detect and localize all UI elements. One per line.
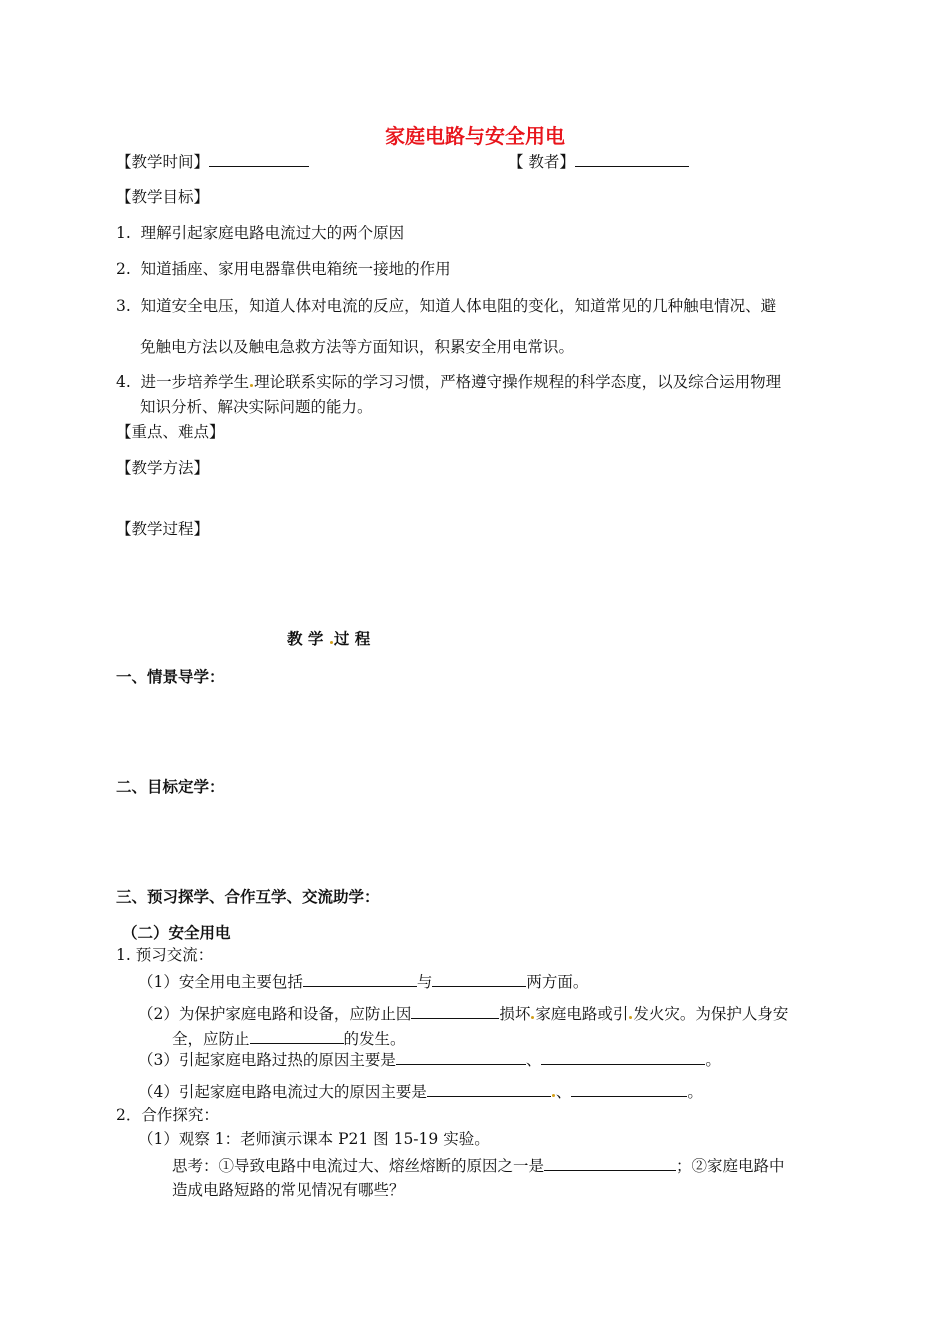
teacher-label: 【 教者】 <box>508 153 575 171</box>
preview-q4 <box>138 1082 703 1102</box>
ink-dot <box>250 384 253 387</box>
goal-4-text-a: 进一步培养学生 <box>140 373 250 391</box>
q4-text-a: （4）引起家庭电路电流过大的原因主要是 <box>138 1083 427 1101</box>
think-blank <box>544 1156 676 1171</box>
coop-observation: （1）观察 1：老师演示课本 P21 图 15-19 实验。 <box>138 1130 490 1148</box>
goal-4-cont: 知识分析、解决实际问题的能力。 <box>140 398 373 416</box>
q3-blank-2 <box>541 1050 705 1065</box>
goal-1 <box>116 224 404 243</box>
goal-4 <box>116 373 781 392</box>
teach-time-field <box>116 152 309 172</box>
preview-q3 <box>138 1050 721 1070</box>
q1-blank-2 <box>432 972 526 987</box>
goal-3-num: 3. <box>116 297 131 315</box>
key-points-heading: 【重点、难点】 <box>116 423 225 441</box>
process-title-a: 教 学 <box>287 630 324 648</box>
goal-2 <box>116 260 451 279</box>
process-title <box>287 630 370 649</box>
coop-think-cont: 造成电路短路的常见情况有哪些？ <box>172 1181 405 1199</box>
ink-dot <box>330 641 333 644</box>
goal-2-num: 2. <box>116 260 131 278</box>
goal-3 <box>116 297 776 316</box>
ink-dot <box>552 1094 555 1097</box>
q4-blank-1 <box>427 1082 551 1097</box>
q1-blank-1 <box>303 972 417 987</box>
goal-3-text: 知道安全电压，知道人体对电流的反应，知道人体电阻的变化，知道常见的几种触电情况、避 <box>140 297 777 315</box>
preview-q2-cont <box>172 1029 406 1049</box>
q2-cont-b: 的发生。 <box>343 1030 406 1048</box>
goal-3-cont: 免触电方法以及触电急救方法等方面知识，积累安全用电常识。 <box>140 338 575 356</box>
teacher-blank <box>575 152 689 167</box>
goal-1-num: 1. <box>116 224 131 242</box>
q4-text-b: 、 <box>555 1083 572 1101</box>
goal-2-text: 知道插座、家用电器靠供电箱统一接地的作用 <box>140 260 451 278</box>
process-title-b: 过 程 <box>333 630 371 648</box>
q2-blank-1 <box>411 1004 499 1019</box>
teach-time-label: 【教学时间】 <box>116 153 210 171</box>
section-2-heading: 二、目标定学： <box>116 778 225 796</box>
q4-blank-2 <box>571 1082 687 1097</box>
q4-text-c: 。 <box>687 1083 703 1101</box>
q2-text-c: 家庭电路或引 <box>535 1005 629 1023</box>
goal-1-text: 理解引起家庭电路电流过大的两个原因 <box>140 224 405 242</box>
teacher-field <box>508 152 689 172</box>
section-3-heading: 三、预习探学、合作互学、交流助学： <box>116 888 380 906</box>
q3-text-b: 、 <box>525 1051 542 1069</box>
methods-heading: 【教学方法】 <box>116 459 210 477</box>
q2-blank-2 <box>250 1029 344 1044</box>
think-text-b: ；②家庭电路中 <box>676 1157 785 1175</box>
q1-text-a: （1）安全用电主要包括 <box>138 973 303 991</box>
coop-label: 2．合作探究： <box>116 1106 219 1124</box>
page-title: 家庭电路与安全用电 <box>385 124 565 148</box>
q3-text-c: 。 <box>705 1051 721 1069</box>
ink-dot <box>531 1016 534 1019</box>
q2-text-a: （2）为保护家庭电路和设备，应防止因 <box>138 1005 412 1023</box>
q3-blank-1 <box>396 1050 526 1065</box>
section-1-heading: 一、情景导学： <box>116 668 225 686</box>
goal-4-text-b: 理论联系实际的学习习惯，严格遵守操作规程的科学态度，以及综合运用物理 <box>254 373 782 391</box>
q1-text-b: 与 <box>416 973 433 991</box>
process-heading: 【教学过程】 <box>116 520 210 538</box>
q2-cont-a: 全，应防止 <box>172 1030 250 1048</box>
preview-q2 <box>138 1004 788 1024</box>
q2-text-d: 发火灾。为保护人身安 <box>633 1005 789 1023</box>
ink-dot <box>629 1016 632 1019</box>
think-text-a: 思考：①导致电路中电流过大、熔丝熔断的原因之一是 <box>172 1157 545 1175</box>
goals-heading: 【教学目标】 <box>116 188 210 206</box>
goal-4-num: 4. <box>116 373 131 391</box>
q3-text-a: （3）引起家庭电路过热的原因主要是 <box>138 1051 396 1069</box>
q1-text-c: 两方面。 <box>526 973 589 991</box>
teach-time-blank <box>209 152 309 167</box>
preview-q1 <box>138 972 588 992</box>
preview-label: 1. 预习交流： <box>116 946 214 964</box>
subsection-heading: （二）安全用电 <box>122 924 231 942</box>
coop-think <box>172 1156 785 1176</box>
q2-text-b: 损坏 <box>499 1005 531 1023</box>
